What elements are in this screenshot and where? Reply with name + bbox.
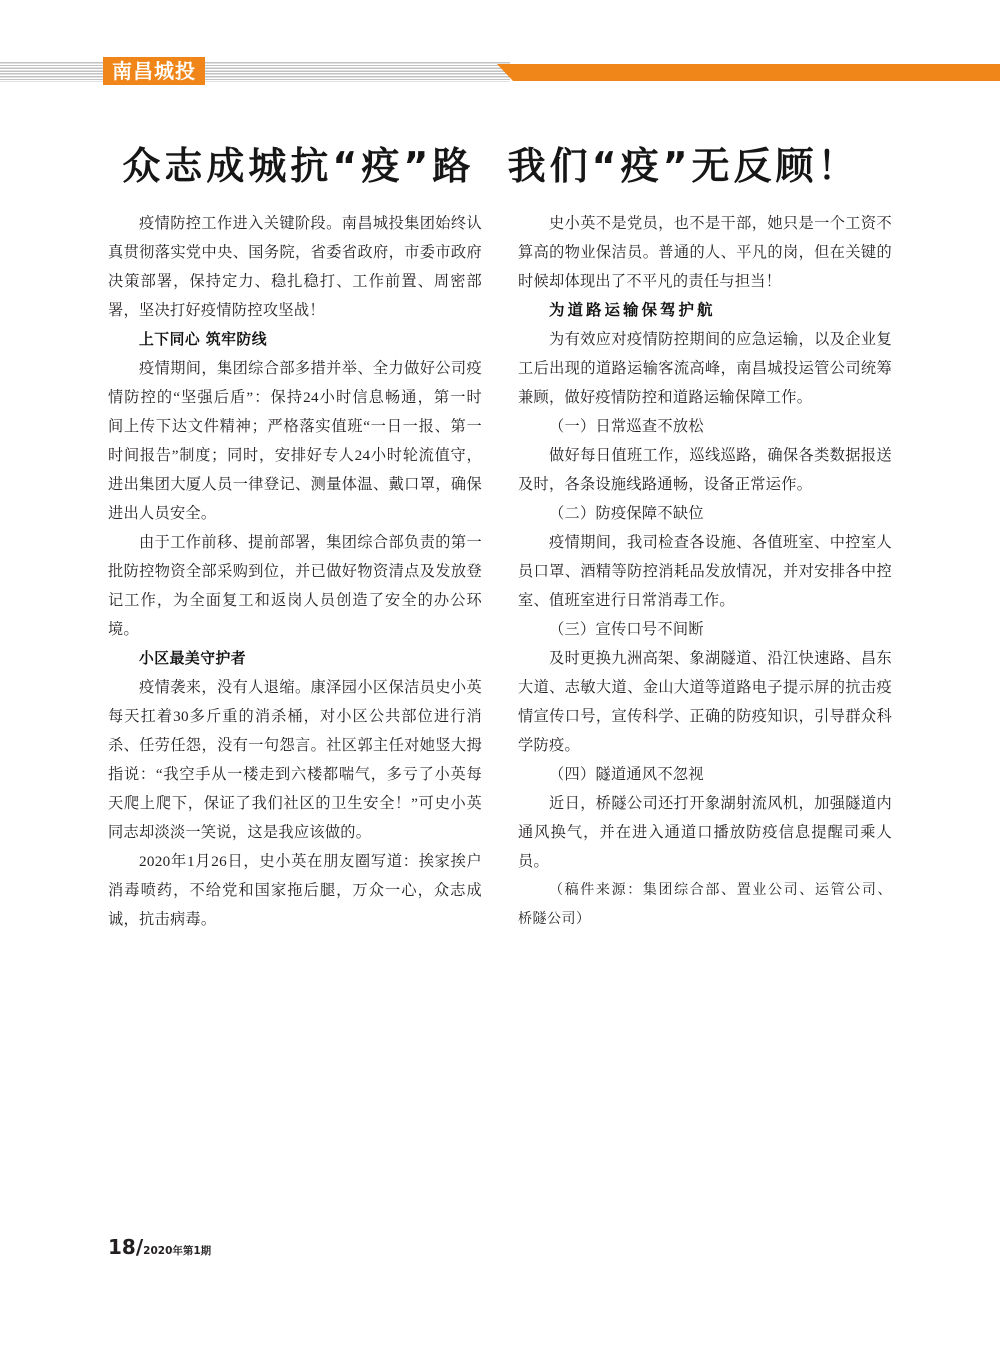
page-number: 18: [108, 1235, 136, 1259]
left-column: [108, 209, 482, 934]
paragraph-line: 情防控的“坚强后盾”：保持24小时信息畅通，第一时: [108, 388, 482, 406]
paragraph-line: 疫情袭来，没有人退缩。康泽园小区保洁员史小英: [139, 678, 482, 696]
paragraph-line: 记工作，为全面复工和返岗人员创造了安全的办公环: [108, 591, 482, 609]
section-heading: 上下同心 筑牢防线: [139, 330, 268, 348]
subsection-heading: （四）隧道通风不忽视: [549, 765, 704, 783]
paragraph-line: 间上传下达文件精神；严格落实值班“一日一报、第一: [108, 417, 482, 435]
paragraph-line: 及时更换九洲高架、象湖隧道、沿江快速路、昌东: [549, 649, 892, 667]
paragraph-line: 工后出现的道路运输客流高峰，南昌城投运管公司统筹: [518, 359, 892, 377]
paragraph-line: 2020年1月26日，史小英在朋友圈写道：挨家挨户: [139, 852, 482, 870]
paragraph-line: 为有效应对疫情防控期间的应急运输，以及企业复: [549, 330, 892, 348]
header-stripes-right: [205, 62, 510, 82]
paragraph-line: 指说：“我空手从一楼走到六楼都喘气，多亏了小英每: [108, 765, 482, 783]
paragraph-line: 室、值班室进行日常消毒工作。: [518, 591, 735, 609]
paragraph-line: 真贯彻落实党中央、国务院，省委省政府，市委市政府: [108, 243, 482, 261]
subsection-heading: （二）防疫保障不缺位: [549, 504, 704, 522]
paragraph: [518, 528, 892, 615]
header-stripes-left: [0, 62, 104, 82]
header-accent-bar: [497, 64, 1000, 81]
paragraph-line: 学防疫。: [518, 736, 580, 754]
paragraph-line: 通风换气，并在进入通道口播放防疫信息提醒司乘人: [518, 823, 892, 841]
page-number-separator: /: [135, 1235, 144, 1259]
paragraph-line: 史小英不是党员，也不是干部，她只是一个工资不: [549, 214, 892, 232]
paragraph: [108, 209, 482, 325]
paragraph-line: 大道、志敏大道、金山大道等道路电子提示屏的抗击疫: [518, 678, 892, 696]
paragraph-line: 境。: [108, 620, 139, 638]
paragraph-line: 近日，桥隧公司还打开象湖射流风机，加强隧道内: [549, 794, 892, 812]
paragraph: [518, 209, 892, 296]
section-heading: 为道路运输保驾护航: [549, 300, 716, 319]
paragraph-line: 诚，抗击病毒。: [108, 910, 217, 928]
paragraph-line: 情宣传口号，宣传科学、正确的防疫知识，引导群众科: [518, 707, 892, 725]
paragraph: [518, 644, 892, 760]
paragraph-line: 疫情期间，我司检查各设施、各值班室、中控室人: [549, 533, 892, 551]
paragraph: [518, 325, 892, 412]
source-note-line: （稿件来源：集团综合部、置业公司、运管公司、: [549, 882, 892, 898]
paragraph-line: 做好每日值班工作，巡线巡路，确保各类数据报送: [549, 446, 892, 464]
source-note-line: 桥隧公司）: [518, 911, 591, 927]
paragraph-line: 进出人员安全。: [108, 504, 217, 522]
paragraph: [108, 354, 482, 528]
right-column: [518, 209, 892, 934]
paragraph-line: 疫情防控工作进入关键阶段。南昌城投集团始终认: [139, 214, 482, 232]
paragraph-line: 杀、任劳任怨，没有一句怨言。社区郭主任对她竖大拇: [108, 736, 482, 754]
paragraph-line: 天爬上爬下，保证了我们社区的卫生安全！”可史小英: [108, 794, 482, 812]
paragraph-line: 时间报告”制度；同时，安排好专人24小时轮流值守，: [108, 446, 482, 464]
section-heading: 小区最美守护者: [139, 649, 247, 667]
paragraph-line: 及时，各条设施线路通畅，设备正常运作。: [518, 475, 813, 493]
paragraph-line: 每天扛着30多斤重的消杀桶，对小区公共部位进行消: [108, 707, 482, 725]
paragraph-line: 由于工作前移、提前部署，集团综合部负责的第一: [139, 533, 482, 551]
paragraph: [518, 789, 892, 876]
paragraph-line: 进出集团大厦人员一律登记、测量体温、戴口罩，确保: [108, 475, 482, 493]
paragraph-line: 疫情期间，集团综合部多措并举、全力做好公司疫: [139, 359, 482, 377]
paragraph-line: 员。: [518, 852, 549, 870]
paragraph-line: 消毒喷药，不给党和国家拖后腿，万众一心，众志成: [108, 881, 482, 899]
paragraph: [518, 441, 892, 499]
paragraph: [108, 673, 482, 847]
issue-label: 2020年第1期: [143, 1245, 212, 1257]
paragraph-line: 时候却体现出了不平凡的责任与担当！: [518, 272, 782, 290]
section-tag: 南昌城投: [103, 57, 205, 85]
subsection-heading: （一）日常巡查不放松: [549, 417, 704, 435]
paragraph-line: 员口罩、酒精等防控消耗品发放情况，并对安排各中控: [518, 562, 892, 580]
subsection-heading: （三）宣传口号不间断: [549, 620, 704, 638]
paragraph-line: 署，坚决打好疫情防控攻坚战！: [108, 301, 325, 319]
paragraph: [108, 528, 482, 644]
paragraph-line: 算高的物业保洁员。普通的人、平凡的岗，但在关键的: [518, 243, 892, 261]
source-note: [518, 876, 892, 934]
paragraph-line: 决策部署，保持定力、稳扎稳打、工作前置、周密部: [108, 272, 482, 290]
paragraph-line: 兼顾，做好疫情防控和道路运输保障工作。: [518, 388, 813, 406]
paragraph: [108, 847, 482, 934]
paragraph-line: 同志却淡淡一笑说，这是我应该做的。: [108, 823, 372, 841]
article-title: 众志成城抗“疫”路 我们“疫”无反顾！: [122, 144, 860, 188]
page-footer: [108, 1234, 211, 1260]
paragraph-line: 批防控物资全部采购到位，并已做好物资清点及发放登: [108, 562, 482, 580]
